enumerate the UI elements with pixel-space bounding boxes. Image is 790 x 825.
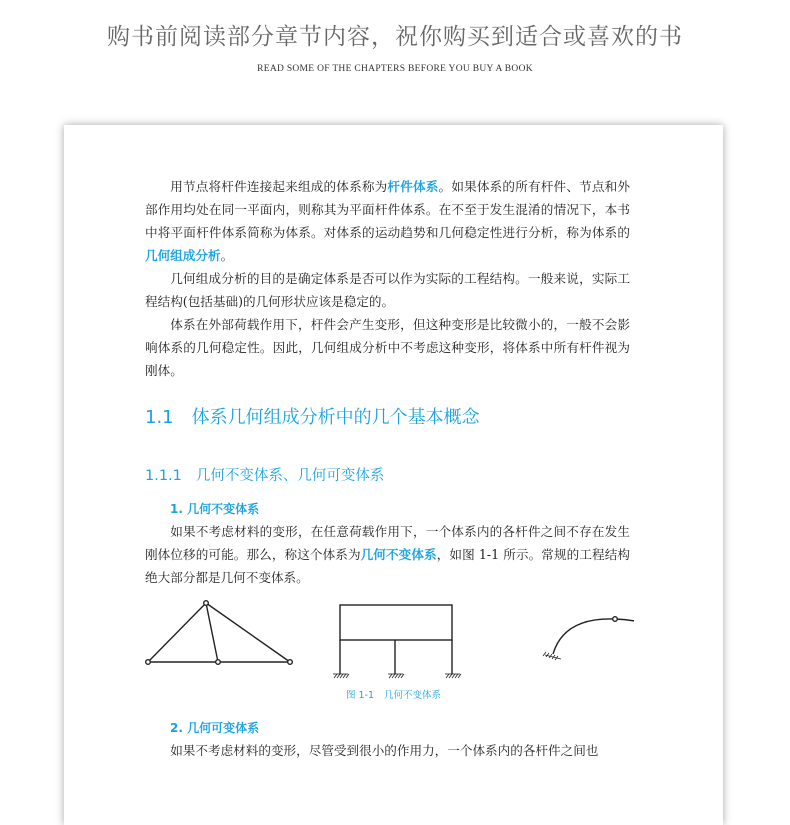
item-heading-1: 1. 几何不变体系 — [170, 502, 260, 516]
text: 。如果体系的所有杆件、节点和外部作用均处在同一平面内，则称其为平面杆件体系。在不至于发生混淆的情况下，本书中将平面杆件体系简称为体系。对体系的运动趋势和几何稳定性进行分析，称为体系的 — [145, 179, 631, 240]
paragraph: 几何组成分析的目的是确定体系是否可以作为实际的工程结构。一般来说，实际工程结构(包括基础)的几何形状应该是稳定的。 — [145, 271, 630, 309]
subsection-heading — [145, 464, 384, 485]
paragraph: 体系在外部荷载作用下，杆件会产生变形，但这种变形是比较微小的，一般不会影响体系的几何稳定性。因此，几何组成分析中不考虑这种变形，将体系中所有杆件视为刚体。 — [145, 317, 630, 378]
text: 。 — [220, 248, 234, 263]
text: ，如图 1-1 所示。常规的工程结构绝大部分都是几何不变体系。 — [145, 547, 630, 585]
item1-text — [145, 520, 630, 589]
figure-number: 图 1-1 — [345, 690, 375, 701]
page-banner-subtitle: READ SOME OF THE CHAPTERS BEFORE YOU BUY A BOOK — [257, 64, 533, 74]
section-number: 1.1 — [145, 407, 174, 428]
intro-text — [145, 175, 630, 382]
section-title: 体系几何组成分析中的几个基本概念 — [191, 407, 480, 428]
subsection-number: 1.1.1 — [145, 468, 182, 484]
arch-diagram — [543, 617, 634, 660]
truss-triangle-diagram — [146, 601, 293, 665]
text: 如果不考虑材料的变形，在任意荷载作用下，一个体系内的各杆件之间不存在发生刚体位移的可能。那么，称这个体系为 — [145, 524, 630, 562]
item2-text — [145, 739, 630, 762]
text: 用节点将杆件连接起来组成的体系称为 — [170, 179, 388, 194]
frame-diagram — [333, 605, 461, 678]
paragraph: 如果不考虑材料的变形，尽管受到很小的作用力，一个体系内的各杆件之间也 — [170, 743, 599, 758]
item-heading-2: 2. 几何可变体系 — [170, 721, 260, 735]
subsection-title: 几何不变体系、几何可变体系 — [195, 468, 385, 484]
figure-caption-text: 几何不变体系 — [384, 690, 442, 701]
figure-stable-systems — [144, 597, 634, 687]
book-page — [64, 125, 723, 825]
page-banner-title: 购书前阅读部分章节内容，祝你购买到适合或喜欢的书 — [107, 24, 683, 50]
term-highlight: 几何不变体系 — [360, 547, 437, 562]
figure-caption — [64, 687, 723, 701]
paragraph — [145, 520, 630, 589]
paragraph — [145, 175, 630, 267]
term-highlight: 杆件体系 — [387, 179, 439, 194]
term-highlight: 几何组成分析 — [145, 248, 221, 263]
section-heading — [145, 403, 480, 429]
